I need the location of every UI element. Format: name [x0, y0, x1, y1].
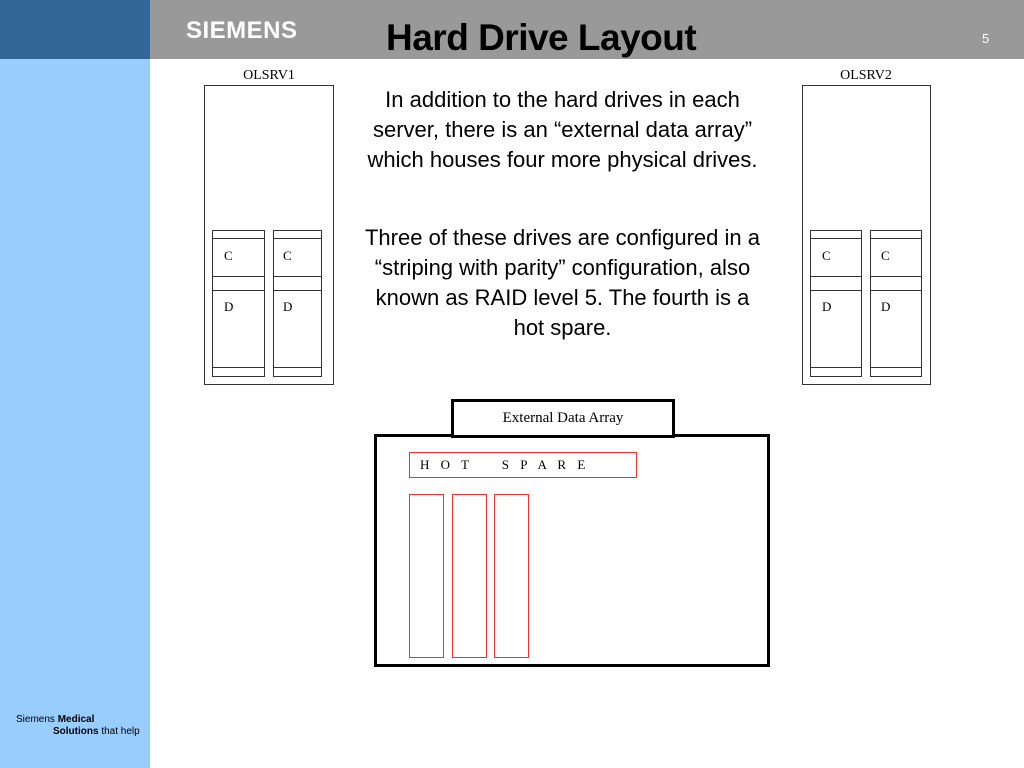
page-number: 5 [982, 31, 990, 46]
siemens-logo: SIEMENS [186, 17, 298, 44]
server2-drive1-c: C [822, 248, 831, 263]
hot-spare-drive: H O T S P A R E [409, 452, 637, 478]
server1-drive2-c: C [283, 248, 292, 263]
footer-brand-prefix: Siemens [16, 714, 55, 725]
footer-brand-suffix: that help [101, 726, 140, 737]
server2-drive-1 [810, 230, 862, 377]
page-title: Hard Drive Layout [386, 17, 697, 58]
server2-drive2-c: C [881, 248, 890, 263]
server-label-olsrv2: OLSRV2 [840, 68, 892, 83]
body-paragraph-1: In addition to the hard drives in each server, there is an “external data array” which houses four more physical drives. [367, 87, 758, 172]
raid-drive-1 [409, 494, 444, 658]
server2-drive1-d: D [822, 299, 832, 314]
raid-drive-2 [452, 494, 487, 658]
server1-drive-2 [273, 230, 322, 377]
sidebar [0, 59, 150, 768]
footer-brand-solutions: Solutions [53, 726, 99, 737]
server-label-olsrv1: OLSRV1 [243, 68, 295, 83]
raid-drive-3 [494, 494, 529, 658]
footer-brand-medical: Medical [57, 714, 95, 725]
server2-drive2-d: D [881, 299, 891, 314]
sidebar-top-block [0, 0, 150, 59]
server1-drive-1 [212, 230, 265, 377]
body-paragraph-2: Three of these drives are configured in a “striping with parity” configuration, also known as RAID level 5. The fourth is a hot spare. [364, 225, 760, 340]
server1-drive1-c: C [224, 248, 233, 263]
external-data-array-label: External Data Array [451, 399, 675, 438]
footer-brand [16, 714, 140, 738]
server1-drive2-d: D [283, 299, 293, 314]
server2-drive-2 [870, 230, 922, 377]
server1-drive1-d: D [224, 299, 234, 314]
